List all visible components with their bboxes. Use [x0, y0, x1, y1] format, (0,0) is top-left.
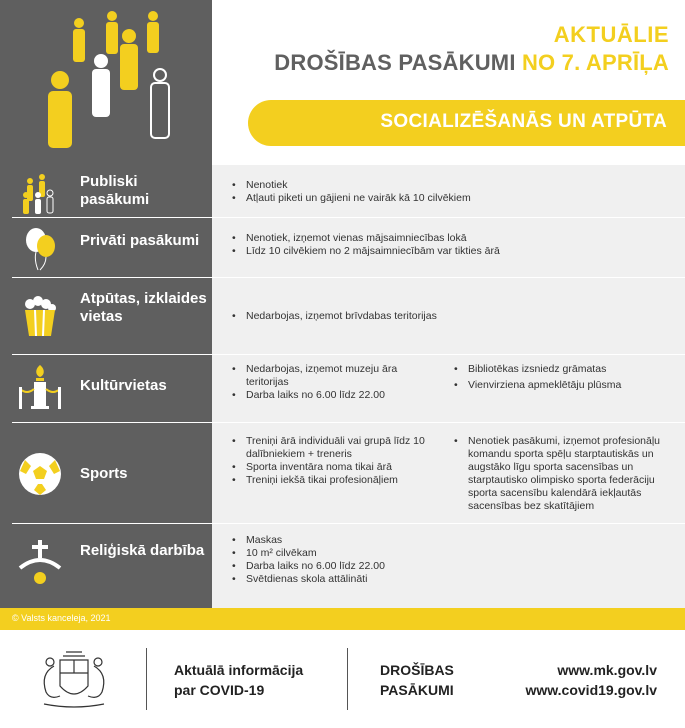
row-public-events	[0, 165, 685, 218]
footer-divider	[146, 648, 147, 710]
row-label: Reliģiskā darbība	[80, 542, 205, 559]
row-sports	[0, 423, 685, 524]
rule-item: • Līdz 10 cilvēkiem no 2 mājsaimniecībām var tikties ārā	[230, 245, 550, 258]
coat-of-arms-icon	[30, 646, 118, 714]
row-rules	[230, 363, 440, 402]
rule-item: • Nenotiek, izņemot vienas mājsaimniecības lokā	[230, 232, 550, 245]
popcorn-icon	[16, 292, 64, 340]
section-banner-text: SOCIALIZĒŠANĀS UN ATPŪTA	[380, 111, 667, 132]
row-rules	[230, 310, 530, 323]
footer-url-covid[interactable]: www.covid19.gov.lv	[525, 682, 657, 698]
rule-item: • Treniņi iekšā tikai profesionāļiem	[230, 474, 448, 487]
rule-item: • Svētdienas skola attālināti	[230, 573, 530, 586]
rule-item: • Sporta inventāra noma tikai ārā	[230, 461, 448, 474]
row-rules	[230, 179, 530, 205]
rule-item: • Nedarbojas, izņemot muzeju āra teritorijas	[230, 363, 440, 389]
footer-divider	[347, 648, 348, 710]
church-cross-icon	[16, 538, 64, 586]
people-icon	[16, 169, 64, 217]
copyright-bar	[0, 608, 685, 630]
section-banner	[248, 100, 685, 146]
rule-item: • Darba laiks no 6.00 līdz 22.00	[230, 560, 530, 573]
row-private-events	[0, 218, 685, 278]
row-culture-venues	[0, 355, 685, 423]
footer-info: Aktuālā informācija par COVID-19	[174, 662, 304, 698]
rule-item: • Treniņi ārā individuāli vai grupā līdz 10 dalībniekiem + treneris	[230, 435, 448, 461]
row-label: Sports	[80, 465, 128, 482]
row-religious-activity	[0, 524, 685, 608]
row-label: Kultūrvietas	[80, 377, 167, 394]
row-label: Atpūtas, izklaides vietas	[80, 290, 207, 325]
footer-measures: DROŠĪBAS PASĀKUMI	[380, 662, 454, 698]
copyright-text: © Valsts kanceleja, 2021	[12, 613, 111, 623]
balloons-icon	[16, 224, 64, 272]
rule-item: • Nedarbojas, izņemot brīvdabas teritorijas	[230, 310, 530, 323]
rule-item: • Darba laiks no 6.00 līdz 22.00	[230, 389, 440, 402]
rule-item: • Atļauti piketi un gājieni ne vairāk kā 10 cilvēkiem	[230, 192, 530, 205]
page-title-line2: DROŠĪBAS PASĀKUMI NO 7. APRĪĻA	[274, 50, 669, 75]
row-label: Privāti pasākumi	[80, 232, 200, 249]
row-label: Publiski pasākumi	[80, 173, 150, 208]
row-rules	[230, 435, 448, 487]
rule-item: • Vienvirziena apmeklētāju plūsma	[452, 379, 677, 392]
rule-item: • Bibliotēkas izsniedz grāmatas	[452, 363, 677, 376]
rule-item: • 10 m² cilvēkam	[230, 547, 530, 560]
people-group-icon	[0, 0, 212, 165]
soccer-ball-icon	[16, 450, 64, 498]
row-rules-col2	[452, 435, 680, 513]
row-rules	[230, 534, 530, 586]
rule-item: • Nenotiek pasākumi, izņemot profesionāļu komandu sporta spēļu starptautiskās un augstāko līgu sporta sacensības un starptautisko olimpisko sporta federāciju sporta sacensību kalendārā iekļautās sacensības bez skatītājiem	[452, 435, 680, 513]
museum-exhibit-icon	[16, 363, 64, 411]
rule-item: • Nenotiek	[230, 179, 530, 192]
footer-url-mk[interactable]: www.mk.gov.lv	[557, 662, 657, 678]
row-rules-col2	[452, 363, 677, 392]
page-title-line1: AKTUĀLIE	[553, 22, 669, 47]
rule-item: • Maskas	[230, 534, 530, 547]
footer	[0, 630, 685, 728]
row-rules	[230, 232, 550, 258]
row-leisure-venues	[0, 278, 685, 355]
